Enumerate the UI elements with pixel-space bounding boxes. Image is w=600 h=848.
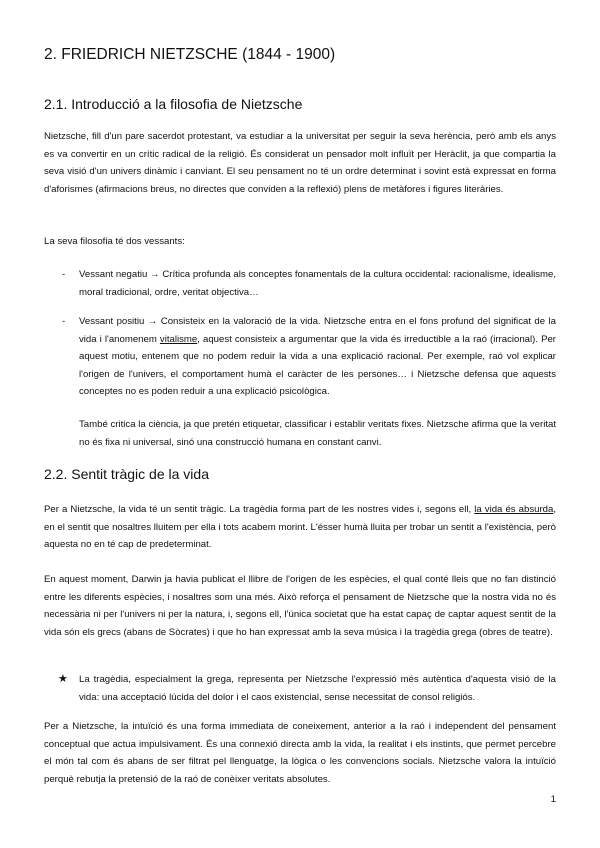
section-heading-sentit-tragic: 2.2. Sentit tràgic de la vida bbox=[44, 466, 209, 482]
list-item-vessant-positiu bbox=[79, 313, 556, 401]
paragraph-intro: Nietzsche, fill d'un pare sacerdot protestant, va estudiar a la universitat per seguir la seva herència, però amb els anys es va convertir en un crític radical de la religió. És considerat un pensador molt influït per Heràclit, ja que compartia la seva visió d'un univers dinàmic i canviant. El seu pensament no té un ordre determinat i sovint està expressat en forma d'aforismes (afirmacions breus, no directes que conviden a la reflexió) plens de metàfores i figures literàries. bbox=[44, 131, 556, 195]
paragraph-vessants-intro: La seva filosofia té dos vessants: bbox=[44, 236, 185, 247]
list-item-tragedia-grega: La tragèdia, especialment la grega, representa per Nietzsche l'expressió més autèntica d'aquesta visió de la vida: una acceptació lúcida del dolor i el caos existencial, sense necessitat de consol religiós. bbox=[79, 674, 556, 703]
positiu-text-a: Vessant positiu → Consisteix en la valoració de la vida. Nietzsche entra en el fons profund del significat de la vida i l'anomenem bbox=[79, 316, 556, 345]
list-bullet-dash: - bbox=[62, 269, 66, 280]
paragraph-sentit-tragic bbox=[44, 501, 556, 554]
list-bullet-dash: - bbox=[62, 316, 66, 327]
p1-text-a: Per a Nietzsche, la vida té un sentit tràgic. La tragèdia forma part de les nostres vides i, segons ell, bbox=[44, 504, 475, 515]
paragraph-intuicio: Per a Nietzsche, la intuïció és una forma immediata de coneixement, anterior a la raó i independent del pensament conceptual que actua impulsivament. És una connexió directa amb la vida, la realitat i els instints, que permet percebre el món tal com és abans de ser filtrat pel llenguatge, la lògica o les convencions socials. Nietzsche valora la intuïció perquè rebutja la pretensió de la raó de conèixer veritats absolutes. bbox=[44, 721, 556, 785]
paragraph-critica-ciencia: També critica la ciència, ja que pretén etiquetar, classificar i establir veritats fixes. Nietzsche afirma que la veritat no és fixa ni universal, sinó una construcció humana en constant canvi. bbox=[79, 419, 556, 448]
term-vitalisme: vitalisme bbox=[159, 333, 198, 345]
paragraph-darwin: En aquest moment, Darwin ja havia publicat el llibre de l'origen de les espècies, el qual conté lleis que no fan distinció entre les diferents espècies, i nosaltres som una més. Això reforça el pensament de Nietzsche que la nostra vida no és necessària ni per l'univers ni per la natura, i, segons ell, l'única societat que ha estat capaç de captar aquest sentit de la vida són els grecs (abans de Sòcrates) i que ho han expressat amb la seva música i la tragèdia grega (obres de teatre). bbox=[44, 574, 556, 638]
phrase-vida-absurda: la vida és absurda bbox=[474, 504, 554, 515]
positiu-text-b: , aquest consisteix a argumentar que la vida és irreductible a la raó (irracional). Per aquest motiu, entenem que no podem reduir la vida a una explicació racional. Per exemple, raó vol explicar l'origen de l'univers, el comportament humà el caràcter de les persones… i Nietzsche defensa que aquests conceptes no es poden reduir a una explicació psicològica. bbox=[79, 333, 556, 398]
star-bullet-icon: ★ bbox=[58, 673, 68, 685]
document-title: 2. FRIEDRICH NIETZSCHE (1844 - 1900) bbox=[44, 46, 336, 63]
section-heading-introduccio: 2.1. Introducció a la filosofia de Nietzsche bbox=[44, 96, 303, 112]
list-item-vessant-negatiu: Vessant negatiu → Crítica profunda als conceptes fonamentals de la cultura occidental: racionalisme, idealisme, moral tradicional, ordre, veritat objectiva… bbox=[79, 269, 556, 298]
p1-text-b: , en el sentit que nosaltres lluitem per ella i tots acabem morint. L'ésser humà lluita per trobar un sentit a l'existència, però aquesta no en té cap de predeterminat. bbox=[44, 504, 556, 551]
page-number: 1 bbox=[550, 794, 556, 805]
